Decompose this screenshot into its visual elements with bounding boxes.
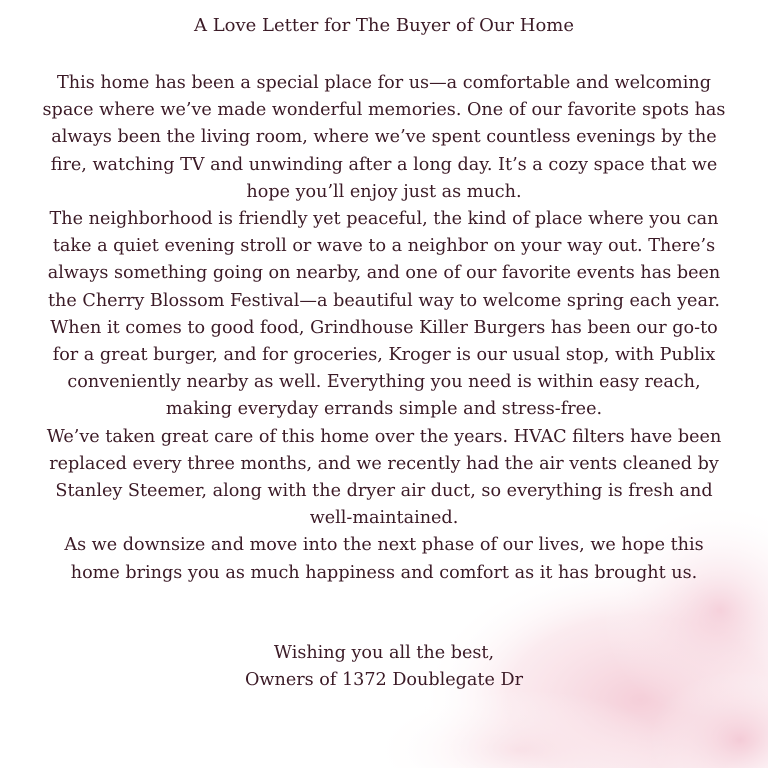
- letter-closing: [0, 640, 768, 694]
- paragraph-farewell: As we downsize and move into the next phase of our lives, we hope this home brings you as much happiness and comfort as it has brought us.: [64, 535, 704, 583]
- paragraph-maintenance: We’ve taken great care of this home over the years. HVAC filters have been replaced every three months, and we recently had the air vents cleaned by Stanley Steemer, along with the dryer air duct, so everything is fresh and well-maintained.: [46, 426, 722, 529]
- closing-line: Wishing you all the best,: [273, 643, 495, 663]
- letter-title: A Love Letter for The Buyer of Our Home: [193, 15, 575, 36]
- paragraph-neighborhood: The neighborhood is friendly yet peaceful, the kind of place where you can take a quiet evening stroll or wave to a neighbor on your way out. There’s always something going on nearby, and one of our favorite events has been the Cherry Blossom Festival—a beautiful way to welcome spring each year. When it comes to good food, Grindhouse Killer Burgers has been our go-to for a great burger, and for groceries, Kroger is our usual stop, with Publix conveniently nearby as well. Everything you need is within easy reach, making everyday errands simple and stress-free.: [47, 209, 721, 420]
- signature: Owners of 1372 Doublegate Dr: [245, 670, 523, 690]
- letter-body: [38, 70, 730, 587]
- paragraph-home: This home has been a special place for us—a comfortable and welcoming space where we’ve made wonderful memories. One of our favorite spots has always been the living room, where we’ve spent countless evenings by the fire, watching TV and unwinding after a long day. It’s a cozy space that we hope you’ll enjoy just as much.: [42, 73, 726, 202]
